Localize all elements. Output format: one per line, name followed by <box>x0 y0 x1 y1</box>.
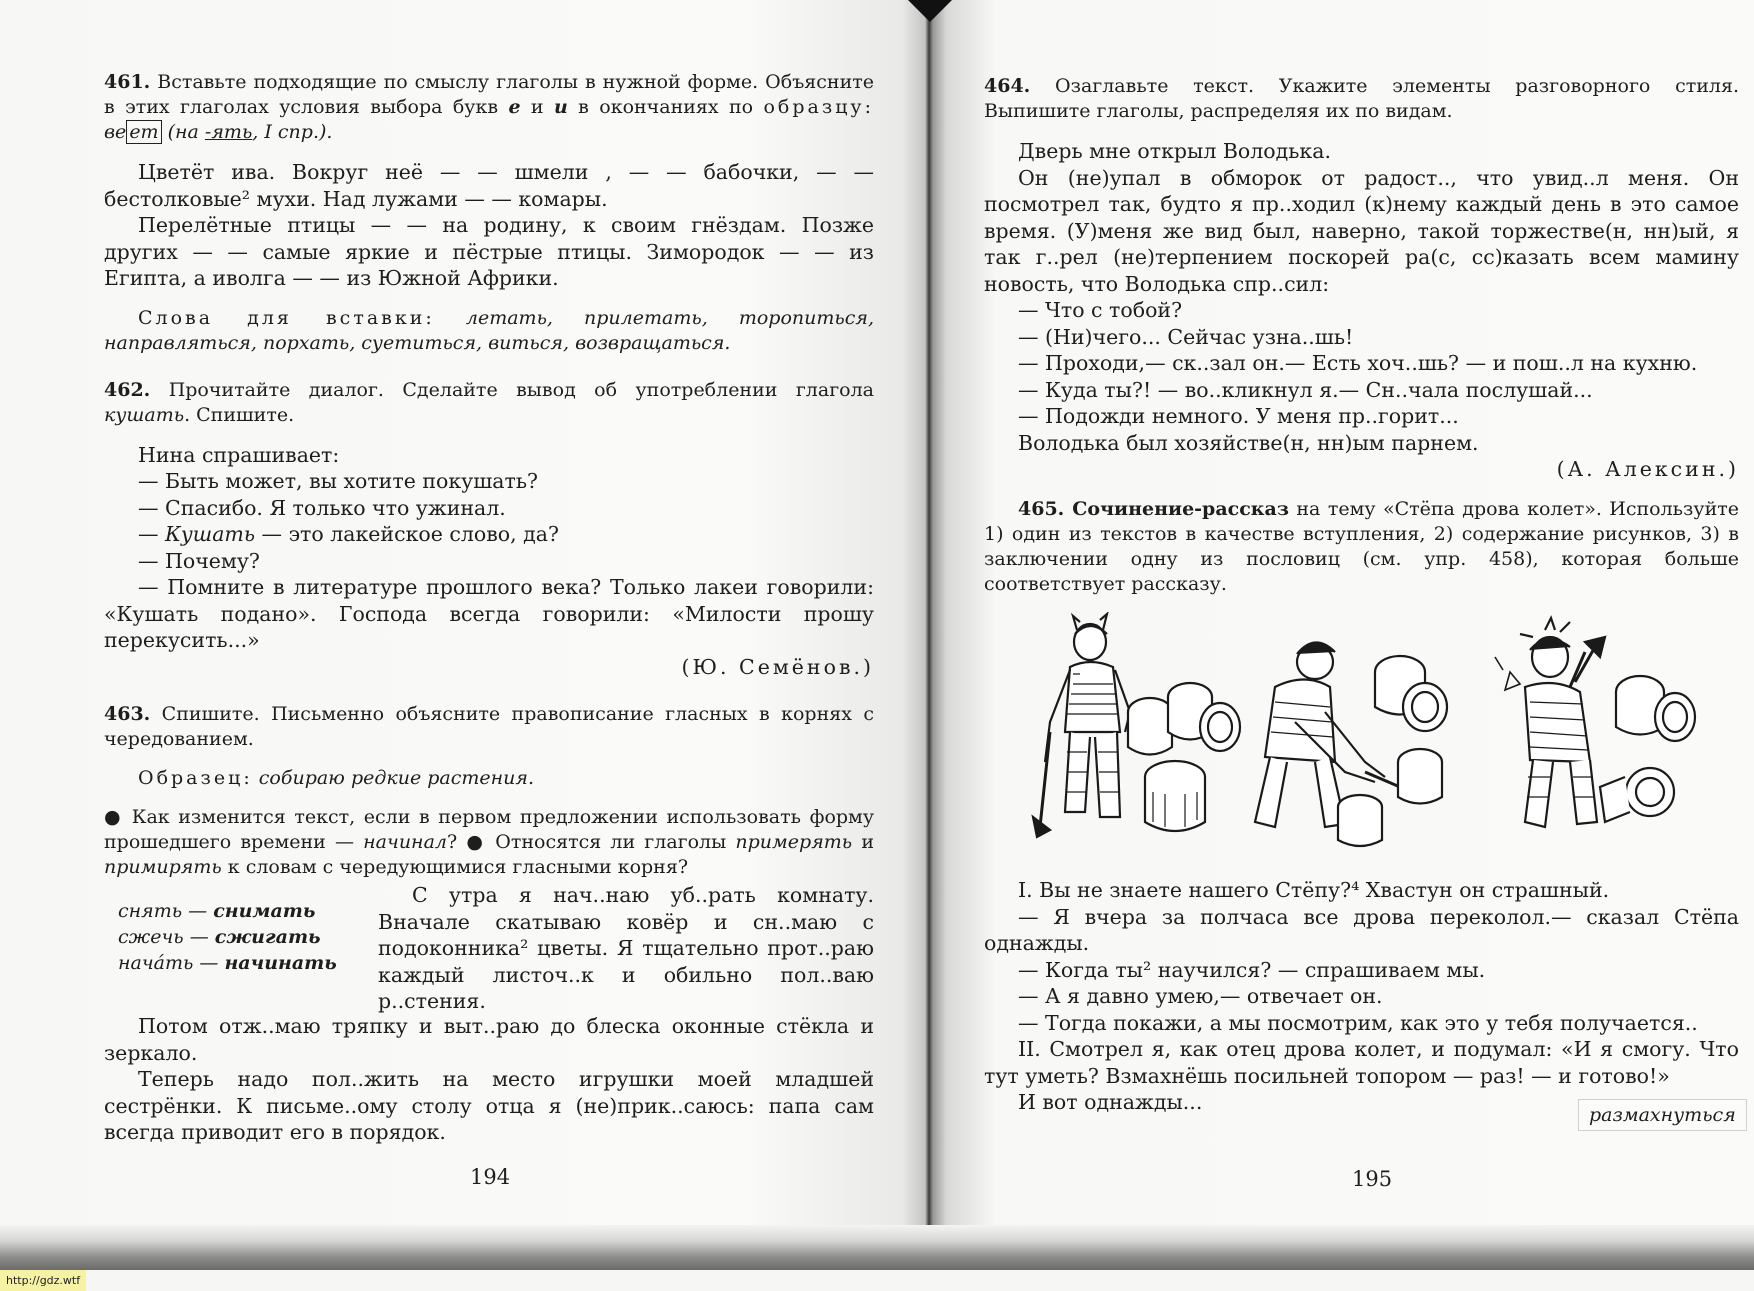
exercise-464-text: Он (не)упал в обморок от радост.., что увид..л меня. Он посмотрел так, будто я пр..ходил (к)нему каждый день в это самое время. (У)меня же вид был, наверно, такой торжестве(н, нн)ый, я так г..рел (не)терпением поскорей ра(с, сс)казать всем мамину новость, что Володька спр..сил: <box>984 165 1739 296</box>
boy-hit-figure <box>1495 618 1695 827</box>
verb-pair: начáть — начинать <box>118 952 337 974</box>
exercise-464-text: Дверь мне открыл Володька. <box>1018 139 1331 163</box>
exercise-number: 461. <box>104 71 151 93</box>
exercise-465-task: 465. Сочинение-рассказ на тему «Стёпа дрова колет». Используйте 1) один из текстов в качестве вступления, 2) содержание рисунков, 3) в заключении одну из пословиц (см. упр. 458), которая больше соответствует рассказу. <box>984 497 1739 595</box>
dialog-line: — Подожди немного. У меня пр..горит... <box>1018 404 1459 428</box>
author: (Ю. Семёнов.) <box>681 654 874 679</box>
exercise-463-task: 463. Спишите. Письменно объясните правописание гласных в корнях с чередованием. <box>104 703 874 750</box>
boy-standing-figure <box>1033 614 1130 837</box>
dialog-line: — Быть может, вы хотите покушать? <box>138 469 538 493</box>
exercise-number: 462. <box>104 378 151 401</box>
exercise-461-words: Слова для вставки: летать, прилетать, торопиться, направляться, порхать, суетиться, виться, возвращаться. <box>104 306 874 354</box>
right-column <box>984 74 1739 597</box>
author: (А. Алексин.) <box>1556 457 1739 481</box>
page-number-right: 195 <box>1352 1167 1393 1191</box>
exercise-number: 464. <box>984 75 1031 97</box>
dialog-line: — Помните в литературе прошлого века? Только лакеи говорили: «Кушать подано». Господа всегда говорили: «Милости прошу перекусить...» <box>104 575 874 652</box>
exercise-462-task: 462. Прочитайте диалог. Сделайте вывод об употреблении глагола кушать. Спишите. <box>104 378 874 426</box>
exercise-463-question: ● Как изменится текст, если в первом предложении использовать форму прошедшего времени — начинал? ● Относятся ли глаголы примерять и примирять к словам с чередующимися гласными корня? <box>104 806 874 878</box>
exercise-461-text-2: Перелётные птицы — — на родину, к своим гнёздам. Позже других — — самые яркие и пёстрые птицы. Зимородок — — из Египта, а иволга — — из Южной Африки. <box>104 213 874 290</box>
word-hint-box: размахнуться <box>1578 1099 1747 1131</box>
exercise-465-text: I. Вы не знаете нашего Стёпу?⁴ Хвастун он страшный. — Я вчера за полчаса все дрова переколол.— сказал Стёпа однажды. — Когда ты² научился? — спрашиваем мы. — А я давно умею,— отвечает он. — Тогда покажи, а мы посмотрим, как это у тебя получается.. II. Смотрел я, как отец дрова колет, и подумал: «И я смогу. Что тут уметь? Взмахнёшь посильней топором — раз! — и готово!» И вот однажды... <box>984 878 1739 1114</box>
ending-box: ет <box>126 120 161 144</box>
dialog-line: — (Ни)чего... Сейчас узна..шь! <box>1018 324 1354 349</box>
exercise-number: 463. <box>104 703 151 725</box>
exercise-463-text-2: Потом отж..маю тряпку и выт..раю до блеска оконные стёкла и зеркало. Теперь надо пол..жить на место игрушки моей младшей сестрёнки. К письме..ому столу отца я (не)прик..саюсь: папа сам всегда приводит его в порядок. <box>104 1014 874 1144</box>
exercise-461-task: 461. Вставьте подходящие по смыслу глаголы в нужной форме. Объясните в этих глаголах условия выбора букв е и и в окончаниях по образцу: ве ет (на -ять, I спр.). <box>104 71 874 143</box>
source-watermark-link[interactable]: http://gdz.wtf <box>0 1270 86 1291</box>
left-column <box>104 70 874 880</box>
exercise-464-task: 464. Озаглавьте текст. Укажите элементы разговорного стиля. Выпишите глаголы, распределяя их по видам. <box>984 75 1739 122</box>
dialog-line: — Куда ты?! — во..кликнул я.— Сн..чала послушай... <box>1018 377 1593 402</box>
illustration-stepa-chopping-wood <box>1025 612 1745 852</box>
exercise-number: 465. <box>1018 497 1065 520</box>
exercise-461-text-1: Цветёт ива. Вокруг неё — — шмели , — — бабочки, — — бестолковые² мухи. Над лужами — — комары. <box>104 160 874 211</box>
log-pile <box>1128 683 1240 831</box>
page-number-left: 194 <box>470 1165 511 1189</box>
scan-bottom-margin <box>0 1270 1754 1291</box>
book-gutter <box>925 0 933 1265</box>
exercise-463-sample: Образец: собираю редкие растения. <box>138 767 535 789</box>
dialog-line: — Проходи,— ск..зал он.— Есть хоч..шь? — и пош..л на кухню. <box>1018 351 1698 375</box>
gutter-marker <box>908 0 952 22</box>
exercise-463-text-1: С утра я нач..наю уб..рать комнату. Вначале скатываю ковёр и сн..маю с подоконника² цветы. Я тщательно прот..раю каждый листоч..к и обильно пол..ваю р..стения. <box>378 883 874 1013</box>
dialog-line: — Что с тобой? <box>1018 298 1183 322</box>
dialog-line: — Кушать — это лакейское слово, да? <box>138 522 559 546</box>
dialog-line: — Почему? <box>138 548 260 573</box>
boy-chopping-figure <box>1255 642 1447 846</box>
verb-pair: сжечь — сжигать <box>118 926 321 948</box>
dialog-line: — Спасибо. Я только что ужинал. <box>138 495 506 520</box>
exercise-464-text: Володька был хозяйстве(н, нн)ым парнем. <box>1018 430 1479 455</box>
dialog-intro: Нина спрашивает: <box>138 442 340 467</box>
verb-pair: снять — снимать <box>118 900 316 922</box>
page-bottom-shadow <box>0 1225 1754 1270</box>
verb-pairs <box>118 898 337 976</box>
